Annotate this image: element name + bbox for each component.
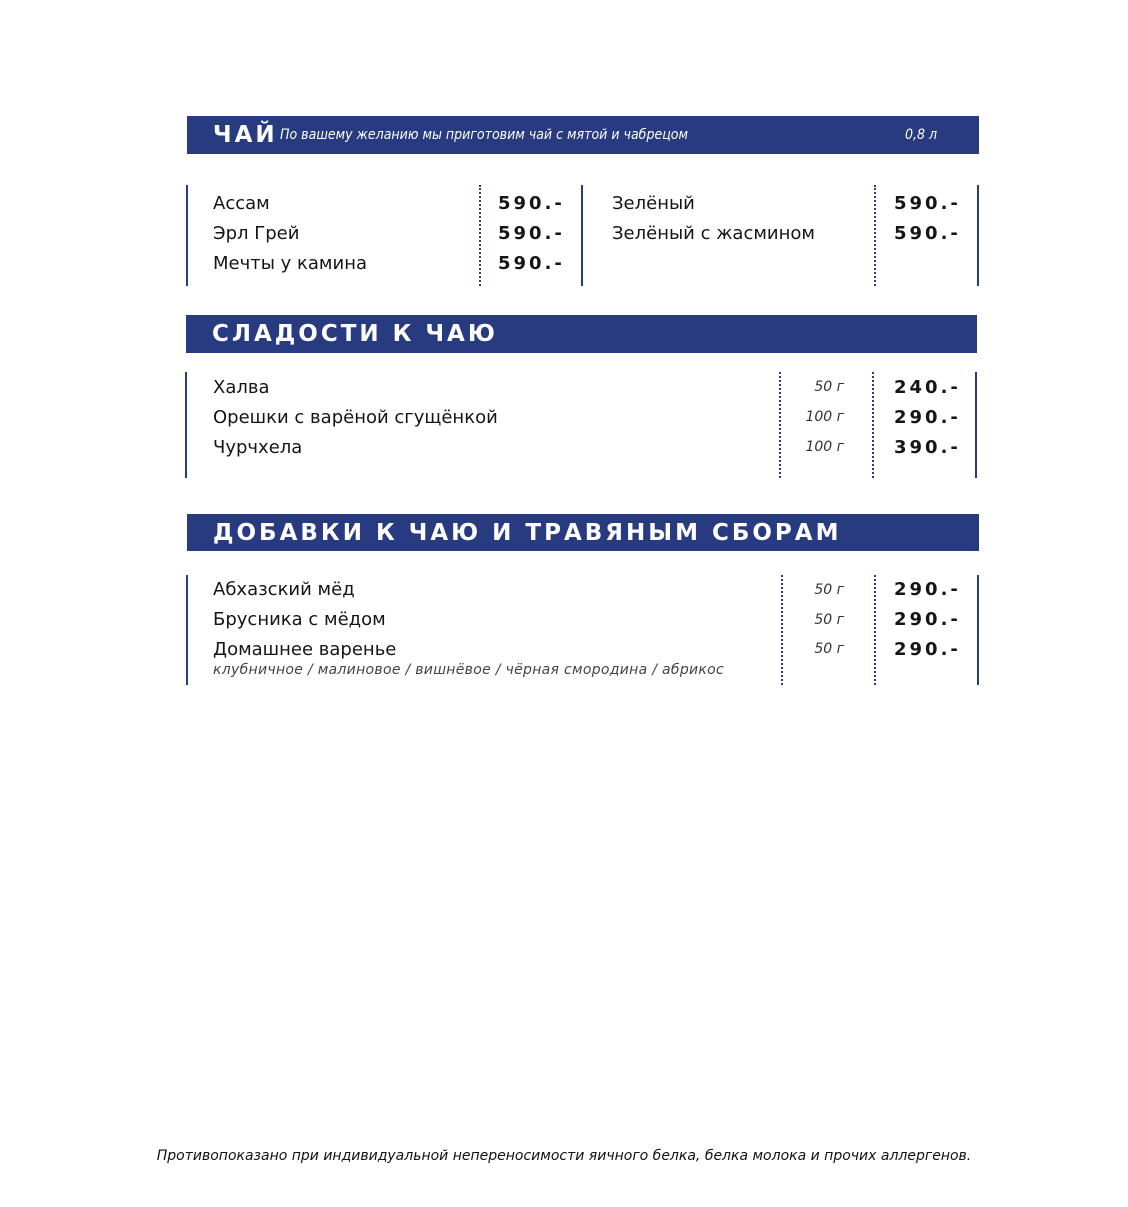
tea-item-price: 590.-	[894, 223, 961, 244]
addons-right-border	[977, 575, 979, 685]
addons-header-band	[187, 514, 979, 551]
tea-volume: 0,8 л	[905, 127, 938, 143]
tea-left-divider	[479, 185, 481, 286]
allergen-disclaimer: Противопоказано при индивидуальной непереносимости яичного белка, белка молока и прочих аллергенов.	[156, 1148, 972, 1164]
jam-flavors-note: клубничное / малиновое / вишнёвое / чёрная смородина / абрикос	[213, 662, 725, 678]
tea-left-border	[186, 185, 188, 286]
addons-section-title: ДОБАВКИ К ЧАЮ И ТРАВЯНЫМ СБОРАМ	[213, 519, 842, 546]
addons-item-name: Абхазский мёд	[213, 579, 355, 600]
sweets-item-weight: 50 г	[814, 379, 844, 395]
sweets-item-name: Чурчхела	[213, 437, 303, 458]
tea-item-price: 590.-	[894, 193, 961, 214]
tea-center-border	[581, 185, 583, 286]
tea-right-border	[977, 185, 979, 286]
sweets-item-price: 240.-	[894, 377, 961, 398]
addons-item-weight: 50 г	[814, 582, 844, 598]
sweets-item-price: 290.-	[894, 407, 961, 428]
addons-item-price: 290.-	[894, 579, 961, 600]
addons-price-divider	[874, 575, 876, 685]
addons-item-price: 290.-	[894, 609, 961, 630]
tea-item-name: Зелёный	[612, 193, 695, 214]
addons-item-name: Брусника с мёдом	[213, 609, 386, 630]
tea-item-price: 590.-	[498, 193, 565, 214]
sweets-item-name: Халва	[213, 377, 270, 398]
sweets-item-weight: 100 г	[805, 439, 844, 455]
sweets-header-band	[186, 315, 977, 353]
sweets-price-divider	[872, 372, 874, 478]
tea-item-name: Мечты у камина	[213, 253, 368, 274]
tea-item-name: Ассам	[213, 193, 270, 214]
tea-header-band	[187, 116, 979, 154]
addons-item-name: Домашнее варенье	[213, 639, 397, 660]
addons-weight-divider	[781, 575, 783, 685]
tea-item-name: Зелёный с жасмином	[612, 223, 815, 244]
sweets-left-border	[185, 372, 187, 478]
tea-right-divider	[874, 185, 876, 286]
sweets-item-price: 390.-	[894, 437, 961, 458]
addons-item-weight: 50 г	[814, 641, 844, 657]
tea-item-name: Эрл Грей	[213, 223, 300, 244]
sweets-weight-divider	[779, 372, 781, 478]
sweets-item-weight: 100 г	[805, 409, 844, 425]
addons-item-price: 290.-	[894, 639, 961, 660]
addons-item-weight: 50 г	[814, 612, 844, 628]
addons-left-border	[186, 575, 188, 685]
tea-note: По вашему желанию мы приготовим чай с мятой и чабрецом	[280, 127, 688, 143]
sweets-right-border	[975, 372, 977, 478]
sweets-item-name: Орешки с варёной сгущёнкой	[213, 407, 498, 428]
tea-item-price: 590.-	[498, 223, 565, 244]
tea-section-title: ЧАЙ	[213, 122, 278, 148]
tea-item-price: 590.-	[498, 253, 565, 274]
sweets-section-title: СЛАДОСТИ К ЧАЮ	[212, 321, 498, 347]
